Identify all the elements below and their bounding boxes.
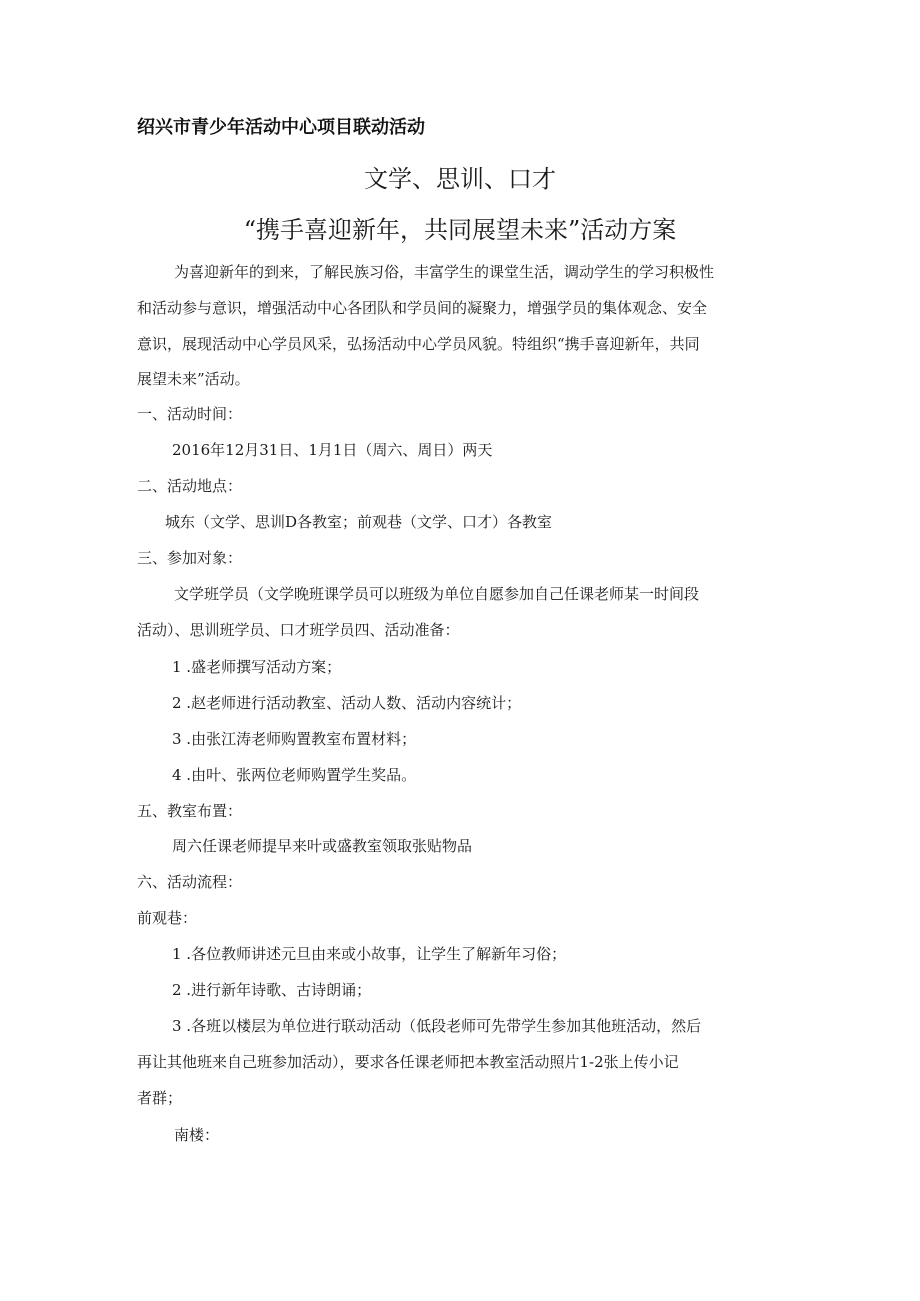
classroom-setup: 周六任课老师提早来叶或盛教室领取张贴物品 xyxy=(172,837,473,855)
section-heading-place: 二、活动地点： xyxy=(137,477,243,495)
subtitle: 文学、思训、口才 xyxy=(364,165,556,193)
intro-line-2: 和活动参与意识，增强活动中心各团队和学员间的凝聚力，增强学员的集体观念、安全 xyxy=(137,299,708,317)
section-heading-participants: 三、参加对象： xyxy=(137,549,243,567)
prep-item-1: 1 .盛老师撰写活动方案； xyxy=(172,658,342,676)
prep-item-4: 4 .由叶、张两位老师购置学生奖品。 xyxy=(172,766,417,784)
org-title: 绍兴市青少年活动中心项目联动活动 xyxy=(137,117,425,138)
process-step-3-cont-1: 再让其他班来自己班参加活动），要求各任课老师把本教室活动照片1-2张上传小记 xyxy=(137,1053,679,1071)
process-step-3: 3 .各班以楼层为单位进行联动活动（低段老师可先带学生参加其他班活动，然后 xyxy=(172,1017,702,1035)
process-step-3-cont-2: 者群； xyxy=(137,1089,183,1107)
intro-line-3: 意识，展现活动中心学员风采，弘扬活动中心学员风貌。特组织“携手喜迎新年，共同 xyxy=(137,335,700,353)
south-building: 南楼： xyxy=(174,1126,220,1144)
section-heading-classroom: 五、教室布置： xyxy=(137,802,243,820)
process-step-2: 2 .进行新年诗歌、古诗朗诵； xyxy=(172,981,372,999)
section-heading-time: 一、活动时间： xyxy=(137,405,243,423)
section-heading-process: 六、活动流程： xyxy=(137,873,243,891)
activity-place: 城东（文学、思训D各教室；前观巷（文学、口才）各教室 xyxy=(165,513,553,531)
process-step-1: 1 .各位教师讲述元旦由来或小故事，让学生了解新年习俗； xyxy=(172,945,567,963)
main-title: “携手喜迎新年，共同展望未来”活动方案 xyxy=(243,216,677,244)
activity-time: 2016年12月31日、1月1日（周六、周日）两天 xyxy=(172,441,493,459)
prep-item-2: 2 .赵老师进行活动教室、活动人数、活动内容统计； xyxy=(172,694,522,712)
prep-item-3: 3 .由张江涛老师购置教室布置材料； xyxy=(172,730,417,748)
participants-line-1: 文学班学员（文学晚班课学员可以班级为单位自愿参加自己任课老师某一时间段 xyxy=(174,585,700,603)
intro-line-1: 为喜迎新年的到来，了解民族习俗，丰富学生的课堂生活，调动学生的学习积极性 xyxy=(174,263,715,281)
process-location: 前观巷： xyxy=(137,909,198,927)
participants-line-2: 活动）、思训班学员、口才班学员四、活动准备： xyxy=(137,621,460,639)
intro-line-4: 展望未来”活动。 xyxy=(137,370,250,388)
